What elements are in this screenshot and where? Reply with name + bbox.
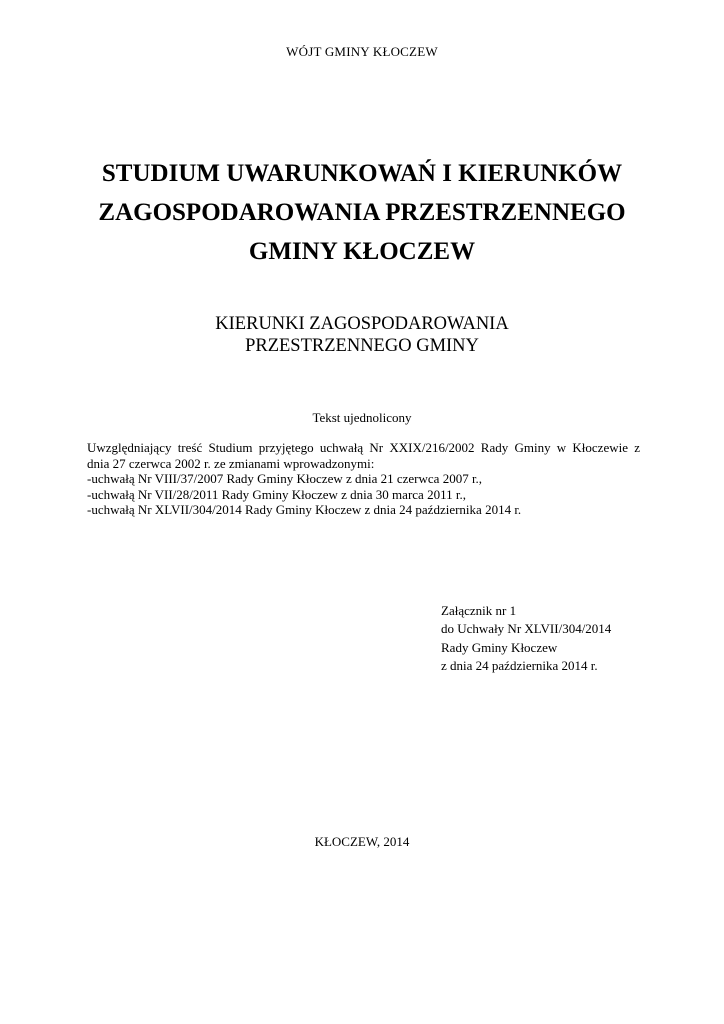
- intro-paragraph: [87, 440, 640, 518]
- document-title: [0, 154, 724, 271]
- annex-line-4: z dnia 24 października 2014 r.: [441, 658, 598, 674]
- amendment-item: -uchwałą Nr VIII/37/2007 Rady Gminy Kłoczew z dnia 21 czerwca 2007 r.,: [87, 471, 483, 487]
- subtitle-line-2: PRZESTRZENNEGO GMINY: [245, 336, 479, 356]
- title-line-1: STUDIUM UWARUNKOWAŃ I KIERUNKÓW: [101, 160, 623, 187]
- intro-line-2: dnia 27 czerwca 2002 r. ze zmianami wprowadzonymi:: [87, 455, 375, 471]
- subtitle-line-1: KIERUNKI ZAGOSPODAROWANIA: [215, 314, 509, 334]
- issuer-header: WÓJT GMINY KŁOCZEW: [286, 44, 438, 59]
- annex-line-2: do Uchwały Nr XLVII/304/2014: [441, 621, 612, 637]
- document-subtitle: [0, 313, 724, 357]
- place-and-year: KŁOCZEW, 2014: [314, 834, 410, 849]
- unified-text-label: Tekst ujednolicony: [312, 410, 412, 425]
- title-line-3: GMINY KŁOCZEW: [248, 238, 476, 265]
- annex-note: [441, 602, 611, 676]
- annex-line-3: Rady Gminy Kłoczew: [441, 639, 558, 655]
- amendment-item: -uchwałą Nr VII/28/2011 Rady Gminy Kłoczew z dnia 30 marca 2011 r.,: [87, 486, 466, 502]
- title-line-2: ZAGOSPODAROWANIA PRZESTRZENNEGO: [98, 199, 626, 226]
- intro-line-1: Uwzględniający treść Studium przyjętego uchwałą Nr XXIX/216/2002 Rady Gminy w Kłoczewie z: [87, 440, 640, 455]
- amendment-item: -uchwałą Nr XLVII/304/2014 Rady Gminy Kłoczew z dnia 24 października 2014 r.: [87, 502, 522, 518]
- annex-line-1: Załącznik nr 1: [441, 603, 517, 618]
